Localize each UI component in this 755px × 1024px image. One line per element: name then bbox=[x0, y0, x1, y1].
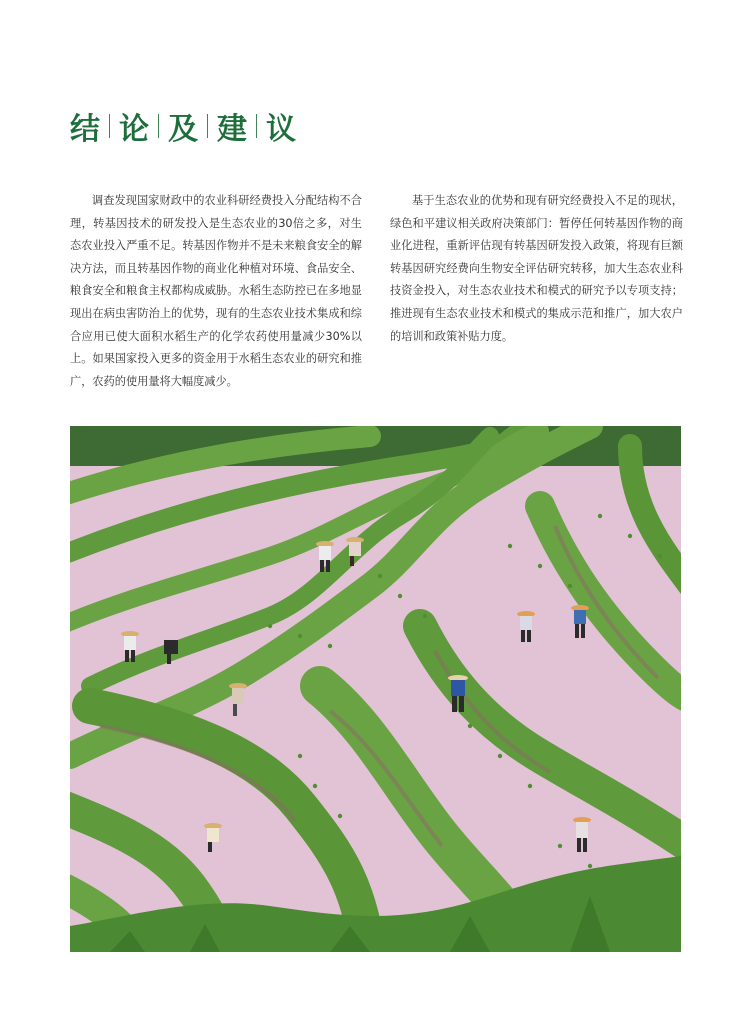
title-divider bbox=[109, 114, 110, 138]
title-char: 论 bbox=[119, 112, 149, 147]
title-char: 建 bbox=[217, 112, 247, 147]
title-char: 及 bbox=[168, 112, 198, 147]
title-divider bbox=[158, 114, 159, 138]
title-char: 议 bbox=[266, 112, 296, 147]
recommendation-paragraph: 基于生态农业的优势和现有研究经费投入不足的现状，绿色和平建议相关政府决策部门：暂停任何转基因作物的商业化进程，重新评估现有转基因研发投入政策，将现有巨额转基因研究经费向生物安全评估研究转移，加大生态农业科技资金投入，对生态农业技术和模式的研究予以专项支持；推进现有生态农业技术和模式的集成示范和推广，加大农户的培训和政策补贴力度。 bbox=[390, 194, 683, 343]
page-title bbox=[70, 104, 296, 148]
conclusion-paragraph: 调查发现国家财政中的农业科研经费投入分配结构不合理，转基因技术的研发投入是生态农业的30倍之多，对生态农业投入严重不足。转基因作物并不是未来粮食安全的解决方法，而且转基因作物的商业化种植对环境、食品安全、粮食安全和粮食主权都构成威胁。水稻生态防控已在多地显现出在病虫害防治上的优势，现有的生态农业技术集成和综合应用已使大面积水稻生产的化学农药使用量减少30%以上。如果国家投入更多的资金用于水稻生态农业的研究和推广，农药的使用量将大幅度减少。 bbox=[70, 194, 362, 388]
title-divider bbox=[207, 114, 208, 138]
title-char: 结 bbox=[70, 112, 100, 147]
title-divider bbox=[256, 114, 257, 138]
rice-terrace-photo bbox=[70, 426, 681, 952]
